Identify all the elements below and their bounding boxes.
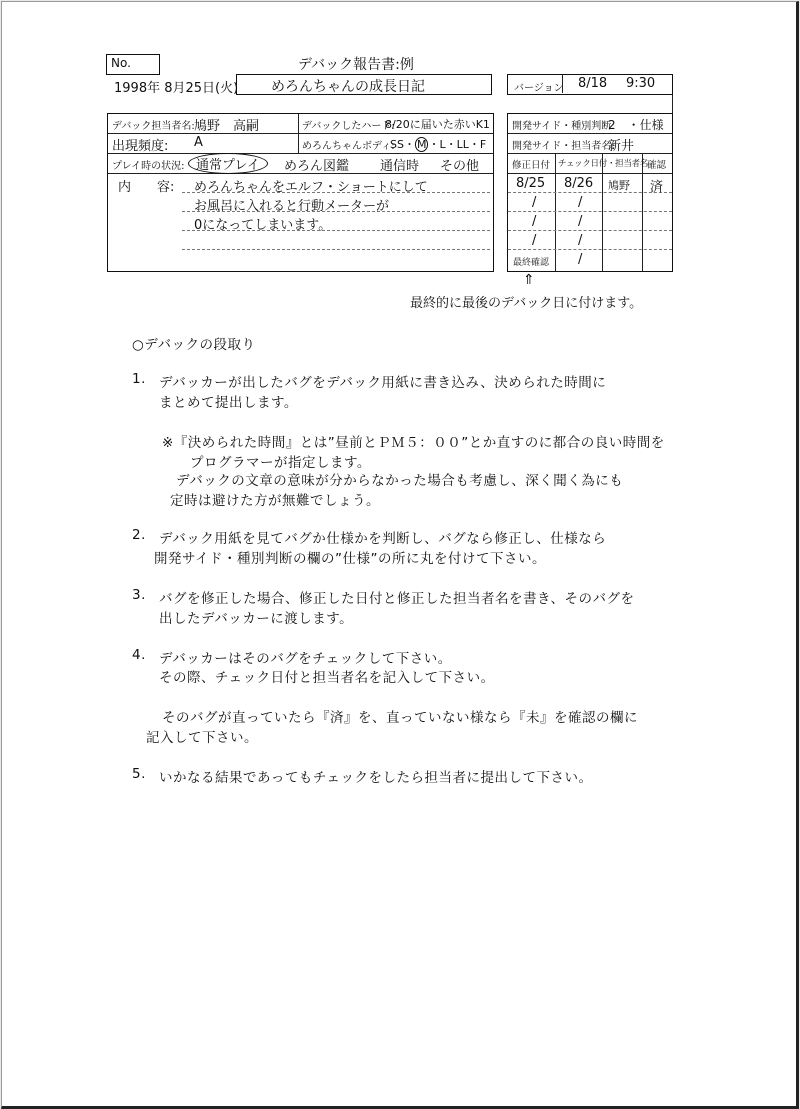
step-3-number: 3.	[132, 587, 146, 603]
debugger-label: デバック担当者名:	[112, 121, 195, 132]
final-note: 最終的に最後のデバック日に付けます。	[410, 296, 643, 311]
final-check-value: /	[578, 252, 583, 267]
hardware-value: 8/20に届いた赤いK1	[385, 118, 490, 131]
step-1-note-4: 定時は避けた方が無難でしょう。	[170, 493, 380, 509]
dev-type-value: 2 ・仕様	[608, 118, 664, 132]
form-right-edge-upper	[672, 95, 673, 114]
content-rule-4	[182, 249, 490, 250]
play-status-option-zukan: めろん図鑑	[284, 159, 350, 174]
right-col-divider-3	[642, 154, 643, 271]
up-arrow-icon: ⇑	[523, 272, 535, 288]
confirm-row-1: 済	[650, 180, 664, 195]
no-box	[106, 54, 160, 75]
game-title-box	[236, 74, 492, 95]
content-line-1: めろんちゃんをエルフ・ショートにして	[194, 180, 428, 195]
document-sheet	[1, 1, 799, 1109]
col-header-confirm: 確認	[647, 160, 667, 171]
step-3-line-1: バグを修正した場合、修正した日付と修正した担当者名を書き、そのバグを	[159, 591, 635, 607]
right-divider-2	[508, 153, 672, 154]
step-3-line-2: 出したデバッカーに渡します。	[159, 611, 354, 627]
body-size-suffix: ・L・LL・F	[428, 138, 487, 151]
right-rule-1	[508, 192, 672, 193]
check-date-row-3: /	[578, 214, 583, 229]
version-label: バージョン	[514, 83, 564, 94]
document-title: デバック報告書:例	[298, 57, 414, 73]
step-4-number: 4.	[132, 647, 146, 663]
play-status-selected: 通常プレイ	[188, 153, 268, 174]
play-status-label: プレイ時の状況:	[112, 161, 185, 172]
right-rule-2	[508, 211, 672, 212]
version-time: 9:30	[626, 76, 656, 91]
step-4-line-2: その際、チェック日付と担当者名を記入して下さい。	[159, 670, 495, 686]
version-box	[507, 74, 673, 95]
col-divider-row2	[298, 133, 299, 153]
col-header-check: チェック日付・担当者名	[558, 159, 648, 169]
content-rule-2	[182, 211, 490, 212]
fix-date-row-2: /	[532, 195, 537, 210]
body-size-options	[390, 136, 486, 152]
report-date: 1998年 8月25日(火)	[114, 81, 239, 96]
debugger-name: 鳩野 高嗣	[194, 119, 260, 134]
step-1-line-1: デバッカーが出したバグをデバック用紙に書き込み、決められた時間に	[159, 375, 607, 391]
col-header-fix-date: 修正日付	[512, 160, 551, 171]
right-col-divider-1	[555, 154, 556, 271]
checker-name-row-1: 鳩野	[608, 179, 630, 192]
body-label: めろんちゃんボディ:	[302, 141, 395, 152]
content-line-3: 0になってしまいます。	[194, 218, 332, 233]
dev-person-label: 開発サイド・担当者名:	[512, 141, 615, 152]
frequency-value: A	[194, 135, 203, 150]
content-rule-3	[182, 230, 490, 231]
fix-date-row-1: 8/25	[516, 176, 546, 191]
right-rule-4	[508, 249, 672, 250]
step-4-line-1: デバッカーはそのバグをチェックして下さい。	[159, 651, 452, 667]
row-divider-1	[108, 133, 493, 134]
col-divider-row1	[298, 114, 299, 133]
step-5-line-1: いかなる結果であってもチェックをしたら担当者に提出して下さい。	[159, 770, 593, 786]
step-1-number: 1.	[132, 371, 146, 387]
version-divider	[562, 75, 563, 93]
step-2-number: 2.	[132, 527, 146, 543]
body-size-prefix: SS・	[390, 138, 415, 151]
content-label: 内 容:	[118, 180, 175, 195]
frequency-label: 出現頻度:	[112, 139, 169, 154]
right-divider-3	[508, 173, 672, 174]
content-line-2: お風呂に入れると行動メーターが	[194, 199, 390, 214]
right-col-divider-2	[602, 154, 603, 271]
play-status-option-tsushin: 通信時	[380, 159, 420, 174]
content-rule-1	[182, 192, 490, 193]
play-status-option-sonota: その他	[440, 159, 480, 174]
fix-date-row-3: /	[532, 214, 537, 229]
version-date: 8/18	[578, 76, 608, 91]
procedure-heading: ○デバックの段取り	[132, 337, 256, 353]
check-date-row-1: 8/26	[564, 176, 594, 191]
dev-person-value: 新井	[608, 139, 635, 154]
check-date-row-4: /	[578, 233, 583, 248]
step-4-note-2: 記入して下さい。	[146, 730, 258, 746]
step-1-line-2: まとめて提出します。	[159, 395, 298, 411]
fix-date-row-4: /	[532, 233, 537, 248]
step-4-note-1: そのバグが直っていたら『済』を、直っていない様なら『未』を確認の欄に	[162, 710, 638, 726]
right-rule-3	[508, 230, 672, 231]
step-1-note-2: プログラマーが指定します。	[190, 455, 371, 471]
dev-type-label: 開発サイド・種別判断:	[512, 121, 615, 132]
step-1-note-1: ※『決められた時間』とは”昼前とＰＭ５：００”とか直すのに都合の良い時間を	[162, 435, 665, 451]
step-2-line-1: デバック用紙を見てバグか仕様かを判断し、バグなら修正し、仕様なら	[159, 531, 607, 547]
game-title: めろんちゃんの成長日記	[271, 79, 425, 95]
body-size-selected: M	[416, 138, 427, 151]
check-date-row-2: /	[578, 195, 583, 210]
final-check-label: 最終確認	[513, 258, 550, 268]
hardware-label: デバックしたハード:	[302, 121, 395, 132]
step-1-note-3: デバックの文章の意味が分からなかった場合も考慮し、深く聞く為にも	[176, 473, 624, 489]
no-label: No.	[111, 56, 131, 70]
right-divider-1	[508, 133, 672, 134]
step-5-number: 5.	[132, 766, 146, 782]
step-2-line-2: 開発サイド・種別判断の欄の”仕様”の所に丸を付けて下さい。	[154, 551, 547, 567]
